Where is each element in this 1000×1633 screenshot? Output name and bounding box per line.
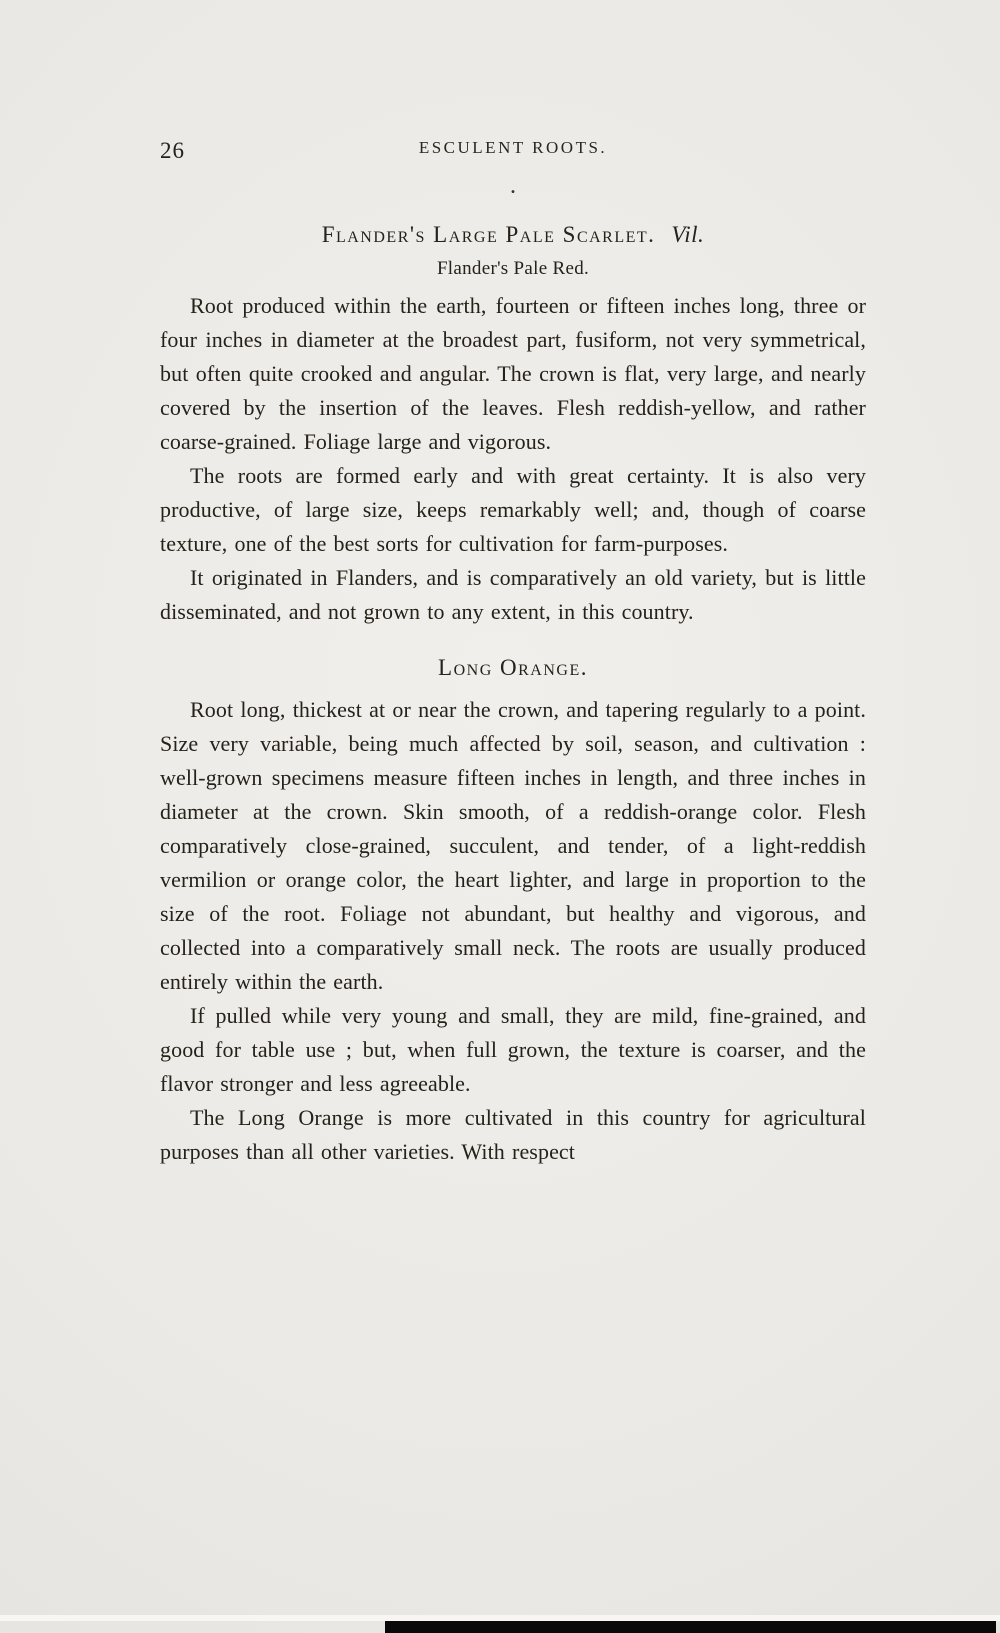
running-header-title: ESCULENT ROOTS. xyxy=(418,138,608,157)
paragraph: The roots are formed early and with great certainty. It is also very productive, of large size, keeps remarkably well; and, though of coarse texture, one of the best sorts for cultivation for farm-purposes. xyxy=(160,463,866,556)
paragraph: If pulled while very young and small, they are mild, fine-grained, and good for table use ; but, when full grown, the texture is coarser, and the flavor stronger and less agreeable. xyxy=(160,1003,866,1096)
paragraph: Root produced within the earth, fourteen or fifteen inches long, three or four inches in diameter at the broadest part, fusiform, not very symmetrical, but often quite crooked and angular. The crown is flat, very large, and nearly covered by the insertion of the leaves. Flesh reddish-yellow, and rather coarse-grained. Foliage large and vigorous. xyxy=(160,293,866,454)
scan-bottom-edge xyxy=(385,1621,996,1633)
section-heading-text: Long Orange. xyxy=(438,655,588,680)
section-body xyxy=(160,289,866,629)
section-heading xyxy=(160,222,866,248)
running-head xyxy=(160,138,866,168)
section-body xyxy=(160,693,866,1169)
paragraph: It originated in Flanders, and is comparatively an old variety, but is little disseminated, and not grown to any extent, in this country. xyxy=(160,565,866,624)
paragraph: Root long, thickest at or near the crown, and tapering regularly to a point. Size very variable, being much affected by soil, season, and cultivation : well-grown specimens measure fifteen inches in length, and three inches in diameter at the crown. Skin smooth, of a reddish-orange color. Flesh comparatively close-grained, succulent, and tender, of a light-reddish vermilion or orange color, the heart lighter, and large in proportion to the size of the root. Foliage not abundant, but healthy and vigorous, and collected into a comparatively small neck. The roots are usually produced entirely within the earth. xyxy=(160,697,866,994)
section-heading-suffix: Vil. xyxy=(671,222,705,247)
paragraph: The Long Orange is more cultivated in this country for agricultural purposes than all other varieties. With respect xyxy=(160,1105,866,1164)
section-subheading: Flander's Pale Red. xyxy=(436,258,590,279)
section-long-orange xyxy=(160,655,866,1169)
page-number: 26 xyxy=(160,138,185,163)
section-heading xyxy=(160,655,866,681)
scan-mark: . xyxy=(510,177,516,197)
section-flanders-large-pale-scarlet xyxy=(160,222,866,629)
section-heading-text: Flander's Large Pale Scarlet. xyxy=(321,222,656,247)
page-content xyxy=(160,0,866,1169)
